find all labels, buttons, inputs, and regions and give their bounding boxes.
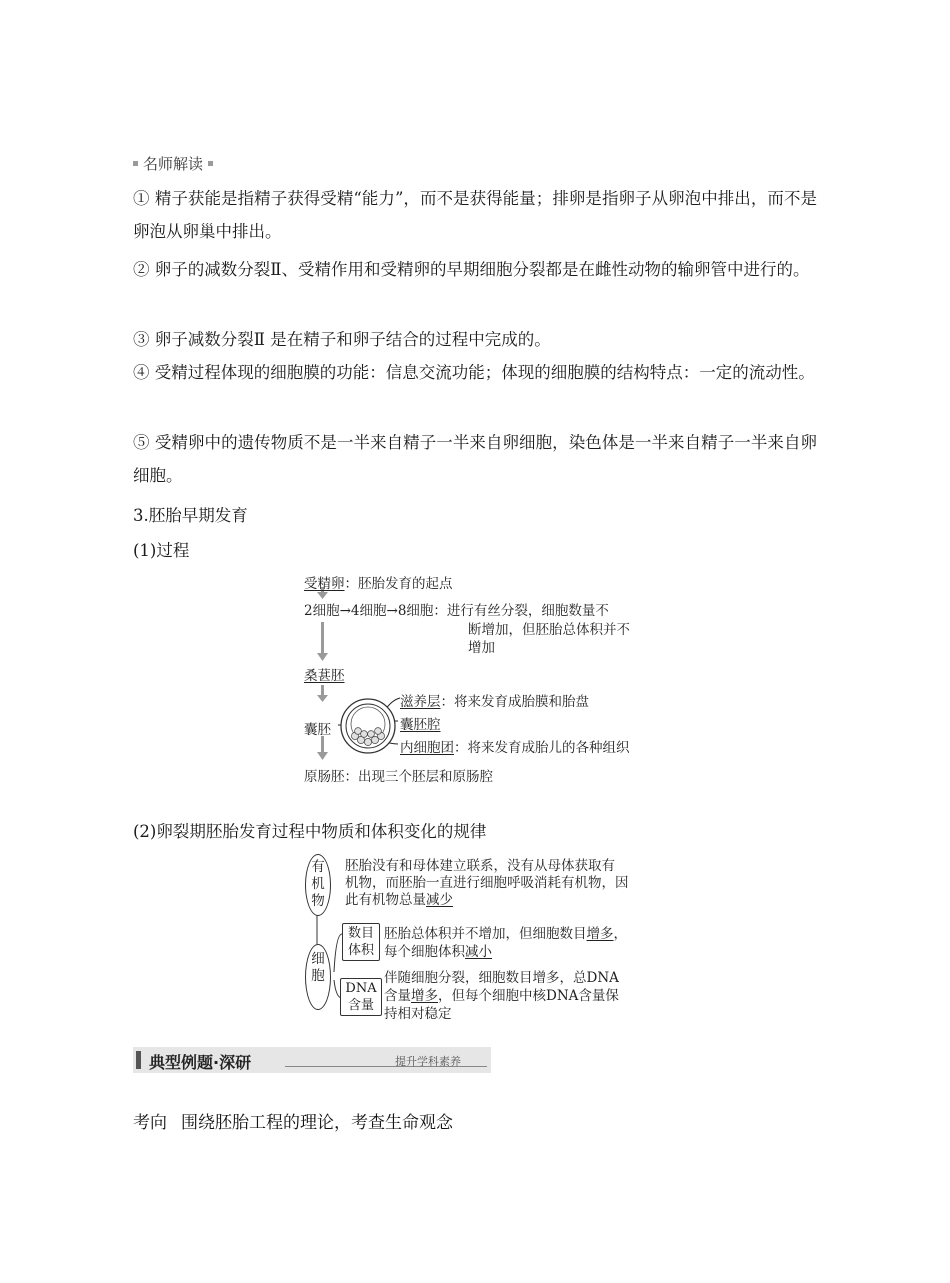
topic-label: 考向 — [133, 1113, 167, 1133]
gastrula-label: 原肠胚 — [304, 769, 345, 785]
morula-label: 桑葚胚 — [304, 668, 345, 684]
banner-subtitle: 提升学科素养 — [395, 1055, 461, 1068]
dna-desc-b: 含量 — [384, 988, 411, 1004]
topic-text: 围绕胚胎工程的理论，考查生命观念 — [181, 1113, 453, 1133]
note-1: ① 精子获能是指精子获得受精“能力”，而不是获得能量；排卵是指卵子从卵泡中排出，而不是卵泡从卵巢中排出。 — [133, 189, 817, 241]
zygote-desc: ：胚胎发育的起点 — [344, 576, 453, 592]
dna-desc-c: ，但每个细胞中核DNA含量保 — [438, 988, 619, 1004]
organic-desc-1: 胚胎没有和母体建立联系，没有从母体获取有 — [345, 858, 615, 874]
banner-bar-icon — [136, 1051, 141, 1069]
section-heading: 名师解读 — [133, 153, 213, 174]
cleavage-desc-3: 增加 — [468, 640, 495, 656]
count-volume-label: 数目体积 — [347, 926, 374, 958]
dna-desc-d: 持相对稳定 — [384, 1006, 452, 1022]
section-banner — [133, 1047, 491, 1073]
dna-box — [340, 978, 382, 1016]
count-keyword-1: 增多 — [586, 926, 614, 942]
cleavage-desc-2: 断增加，但胚胎总体积并不 — [468, 622, 630, 638]
cell-oval — [305, 944, 331, 1010]
process-diagram — [300, 568, 660, 788]
cell4-label: 4细胞 — [350, 603, 387, 619]
trophoblast-desc: ：将来发育成胎膜和胎盘 — [440, 694, 589, 710]
gastrula-desc: ：出现三个胚层和原肠腔 — [344, 769, 493, 785]
subheading-rules: (2)卵裂期胚胎发育过程中物质和体积变化的规律 — [133, 822, 487, 841]
cell2-label: 2细胞 — [304, 603, 340, 619]
count-volume-box — [342, 923, 380, 961]
organic-label: 有机物 — [311, 859, 325, 909]
note-3: ③ 卵子减数分裂Ⅱ 是在精子和卵子结合的过程中完成的。 — [133, 330, 551, 349]
note-2: ② 卵子的减数分裂Ⅱ、受精作用和受精卵的早期细胞分裂都是在雌性动物的输卵管中进行的。 — [133, 260, 810, 279]
rules-diagram — [300, 850, 660, 1030]
cell8-label: 8细胞 — [397, 603, 434, 619]
dna-label: DNA含量 — [345, 981, 377, 1013]
banner-title: 典型例题·深研 — [149, 1053, 252, 1072]
heading-3: 3.胚胎早期发育 — [133, 506, 248, 525]
organic-desc-2: 机物，而胚胎一直进行细胞呼吸消耗有机物，因 — [345, 875, 629, 891]
count-desc-c: 每个细胞体积 — [384, 944, 465, 960]
cell-label: 细胞 — [311, 951, 325, 984]
note-4: ④ 受精过程体现的细胞膜的功能：信息交流功能；体现的细胞膜的结构特点：一定的流动性。 — [133, 363, 815, 382]
cleavage-desc-1: ：进行有丝分裂，细胞数量不 — [433, 603, 609, 619]
note-5: ⑤ 受精卵中的遗传物质不是一半来自精子一半来自卵细胞，染色体是一半来自精子一半来自卵细胞。 — [133, 433, 817, 485]
blastocyst-icon — [341, 699, 395, 753]
arrow-right-icon: → — [339, 603, 351, 619]
dna-keyword: 增多 — [411, 988, 438, 1004]
icm-desc: ：将来发育成胎儿的各种组织 — [454, 740, 630, 756]
blastocyst-label: 囊胚 — [304, 722, 331, 738]
bullet-square-icon — [133, 161, 138, 166]
organic-keyword: 减少 — [426, 892, 453, 908]
subheading-process: (1)过程 — [133, 541, 190, 560]
dna-desc-a: 伴随细胞分裂，细胞数目增多，总DNA — [384, 970, 619, 986]
trophoblast-label: 滋养层 — [400, 694, 441, 710]
count-desc-b: ， — [613, 926, 627, 942]
organic-oval — [305, 854, 331, 916]
bullet-square-icon — [208, 161, 213, 166]
blastocoel-label: 囊胚腔 — [400, 717, 441, 733]
arrow-right-icon: → — [386, 603, 398, 619]
count-desc-a: 胚胎总体积并不增加，但细胞数目 — [384, 926, 587, 942]
organic-desc-3: 此有机物总量 — [345, 892, 426, 908]
zygote-label: 受精卵 — [304, 576, 345, 592]
count-keyword-2: 减小 — [465, 944, 492, 960]
topic-line — [133, 1108, 453, 1133]
icm-label: 内细胞团 — [400, 740, 454, 756]
